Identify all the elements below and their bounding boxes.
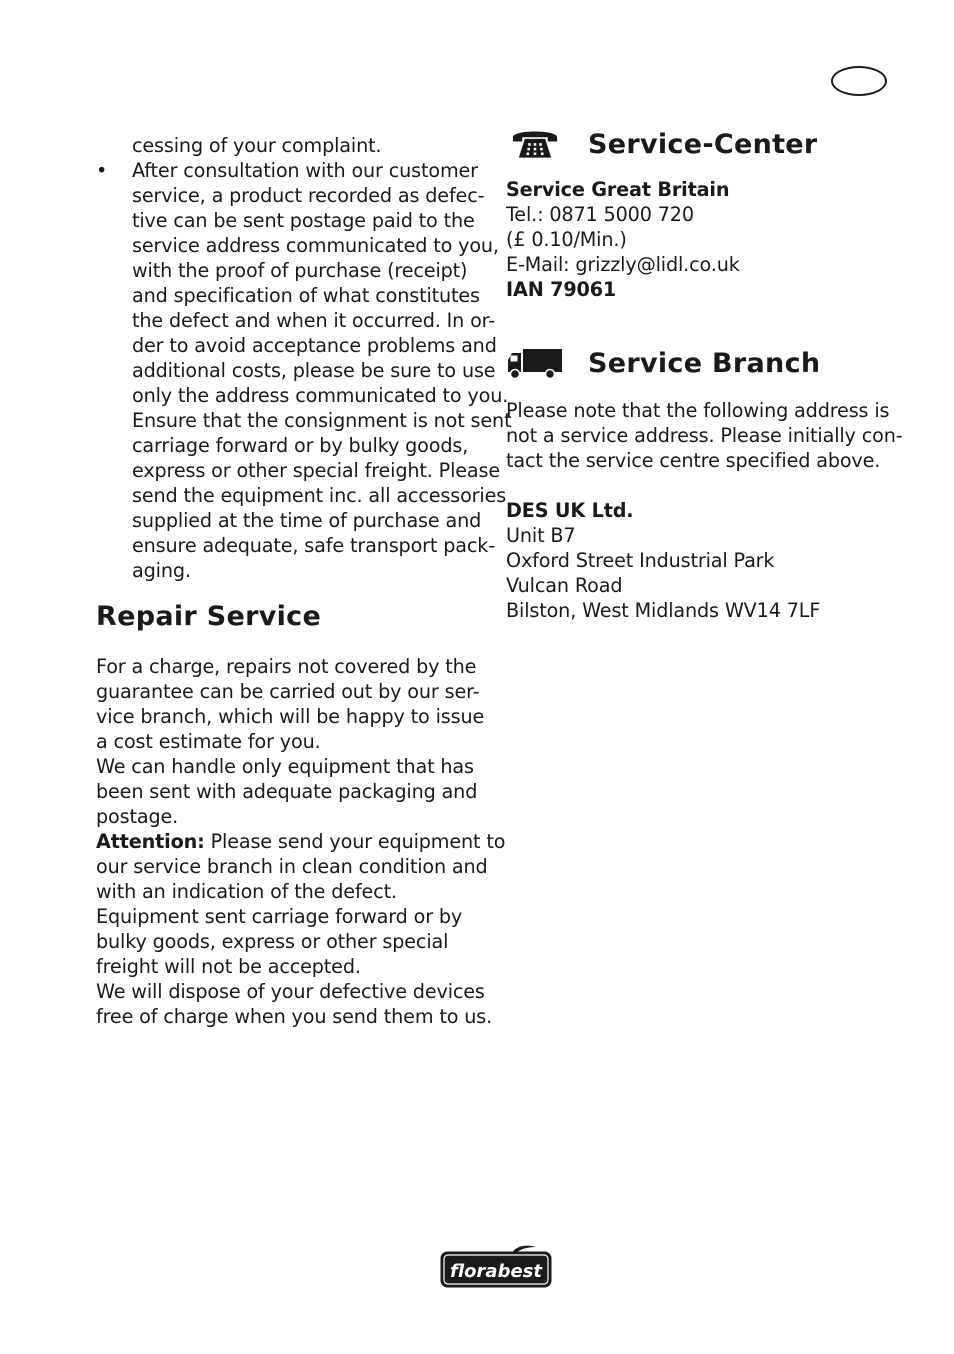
text-line: guarantee can be carried out by our ser- [96,680,480,703]
text-line: carriage forward or by bulky goods, [132,434,469,457]
phone-number: Tel.: 0871 5000 720 [506,203,694,226]
text-line: After consultation with our customer [132,159,478,182]
florabest-logo [440,1244,552,1290]
service-name [506,177,896,202]
text-line: send the equipment inc. all accessories [132,484,507,507]
service-branch-note [506,398,903,473]
text-line: Equipment sent carriage forward or by [96,905,463,928]
text-line: vice branch, which will be happy to issue [96,705,485,728]
text-line: der to avoid acceptance problems and [132,334,497,357]
language-badge [831,66,887,96]
text-line: supplied at the time of purchase and [132,509,482,532]
text-line: our service branch in clean condition and [96,855,488,878]
text-line: not a service address. Please initially con- [506,424,903,447]
right-column [506,128,903,623]
attention-text: Please send your equipment to [204,830,506,853]
attention-line [96,829,506,854]
text-line: a cost estimate for you. [96,730,321,753]
text-line: with an indication of the defect. [96,880,397,903]
service-name-text: Service Great Britain [506,178,730,201]
text-line: service, a product recorded as defec- [132,184,485,207]
text-line: We will dispose of your defective devices [96,980,485,1003]
call-rate: (£ 0.10/Min.) [506,228,627,251]
text-line: and specification of what constitutes [132,284,480,307]
ian-number [506,277,896,302]
telephone-icon [506,127,564,161]
address-line: Unit B7 [506,524,576,547]
bullet-item [96,158,512,583]
text-line: service address communicated to you, [132,234,499,257]
text-line: been sent with adequate packaging and [96,780,478,803]
address-line: Bilston, West Midlands WV14 7LF [506,599,821,622]
text-line: postage. [96,805,179,828]
left-column [96,133,512,1029]
address-line: Oxford Street Industrial Park [506,549,775,572]
repair-service-heading: Repair Service [96,601,322,632]
service-branch-heading: Service Branch [588,347,821,379]
text-line: For a charge, repairs not covered by the [96,655,477,678]
company-name-text: DES UK Ltd. [506,499,634,522]
repair-service-body [96,654,506,1029]
service-center-heading: Service-Center [588,128,818,160]
attention-label: Attention: [96,830,205,853]
address-line: Vulcan Road [506,574,623,597]
company-name [506,498,896,523]
truck-icon [506,346,564,380]
bullet-marker: • [96,159,108,182]
text-line: We can handle only equipment that has [96,755,474,778]
text-line: bulky goods, express or other special [96,930,449,953]
text-line: ensure adequate, safe transport pack- [132,534,496,557]
text-line: tive can be sent postage paid to the [132,209,475,232]
text-line: aging. [132,559,191,582]
text-line: only the address communicated to you. [132,384,509,407]
text-line: express or other special freight. Please [132,459,501,482]
text-line: tact the service centre specified above. [506,449,881,472]
service-branch-header [506,346,896,380]
text-line: Ensure that the consignment is not sent [132,409,512,432]
branch-address [506,498,896,623]
logo-text: florabest [450,1261,542,1282]
email-address: E-Mail: grizzly@lidl.co.uk [506,253,740,276]
text-line: freight will not be accepted. [96,955,361,978]
service-center-details [506,177,896,302]
continued-text: cessing of your complaint. [132,134,382,157]
text-line: with the proof of purchase (receipt) [132,259,468,282]
text-line: the defect and when it occurred. In or- [132,309,495,332]
text-line: additional costs, please be sure to use [132,359,496,382]
text-line: Please note that the following address is [506,399,890,422]
ian-number-text: IAN 79061 [506,278,617,301]
service-center-header [506,127,896,161]
bullet-text [132,158,512,583]
text-line: free of charge when you send them to us. [96,1005,493,1028]
